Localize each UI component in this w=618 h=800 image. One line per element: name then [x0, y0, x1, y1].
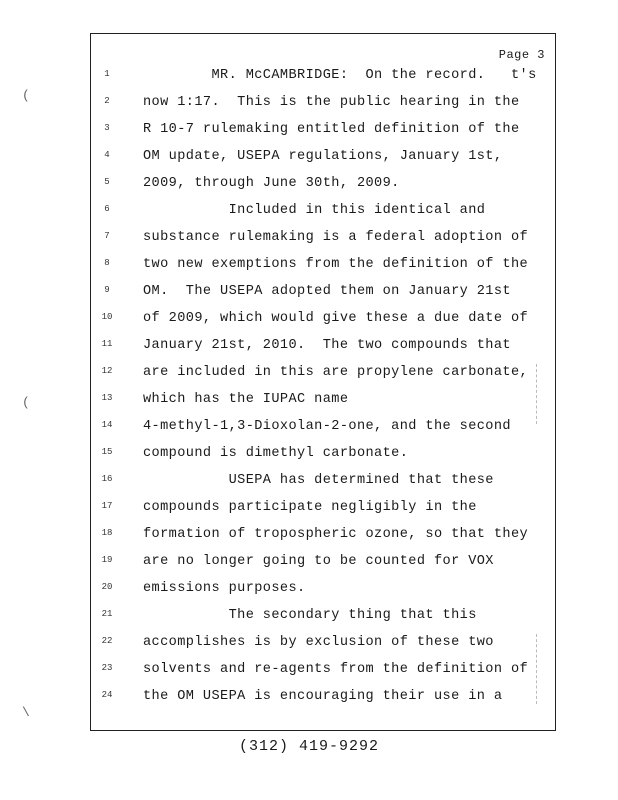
line-text: the OM USEPA is encouraging their use in a	[143, 689, 503, 704]
transcript-line	[91, 121, 555, 148]
footer-phone: (312) 419-9292	[238, 738, 380, 755]
margin-mark: (	[22, 88, 30, 103]
line-text: accomplishes is by exclusion of these two	[143, 635, 494, 650]
transcript-line	[91, 202, 555, 229]
transcript-line	[91, 634, 555, 661]
line-number: 17	[101, 501, 113, 511]
transcript-line	[91, 391, 555, 418]
line-text: emissions purposes.	[143, 581, 306, 596]
line-text: compounds participate negligibly in the	[143, 500, 477, 515]
transcript-line	[91, 418, 555, 445]
line-text: USEPA has determined that these	[143, 473, 494, 488]
transcript-line	[91, 67, 555, 94]
transcript-line	[91, 364, 555, 391]
transcript-line	[91, 607, 555, 634]
line-number: 6	[104, 204, 110, 214]
transcript-line	[91, 472, 555, 499]
transcript-line	[91, 580, 555, 607]
line-text: substance rulemaking is a federal adoption of	[143, 230, 529, 245]
line-number: 1	[104, 69, 110, 79]
transcript-page-frame	[90, 33, 556, 731]
line-number: 20	[101, 582, 113, 592]
line-text: OM update, USEPA regulations, January 1st,	[143, 149, 503, 164]
transcript-line	[91, 499, 555, 526]
line-text: Included in this identical and	[143, 203, 486, 218]
line-number: 19	[101, 555, 113, 565]
line-number: 22	[101, 636, 113, 646]
line-number: 14	[101, 420, 113, 430]
line-number: 3	[104, 123, 110, 133]
line-text: R 10-7 rulemaking entitled definition of the	[143, 122, 520, 137]
transcript-line	[91, 148, 555, 175]
line-text: formation of tropospheric ozone, so that they	[143, 527, 529, 542]
line-number: 9	[104, 285, 110, 295]
transcript-line	[91, 94, 555, 121]
line-text: two new exemptions from the definition of the	[143, 257, 529, 272]
transcript-line	[91, 337, 555, 364]
transcript-line	[91, 661, 555, 688]
line-number: 24	[101, 690, 113, 700]
line-number: 2	[104, 96, 110, 106]
line-number: 16	[101, 474, 113, 484]
margin-mark: (	[22, 395, 30, 410]
line-number: 10	[101, 312, 113, 322]
line-number: 15	[101, 447, 113, 457]
transcript-line	[91, 553, 555, 580]
line-text: now 1:17. This is the public hearing in the	[143, 95, 520, 110]
margin-mark: \	[22, 705, 30, 720]
line-text: OM. The USEPA adopted them on January 21st	[143, 284, 511, 299]
line-text: 4-methyl-1,3-Dioxolan-2-one, and the second	[143, 419, 511, 434]
transcript-line	[91, 229, 555, 256]
line-text: 2009, through June 30th, 2009.	[143, 176, 400, 191]
line-number: 21	[101, 609, 113, 619]
line-text: solvents and re-agents from the definition of	[143, 662, 529, 677]
line-text: January 21st, 2010. The two compounds that	[143, 338, 511, 353]
line-number: 23	[101, 663, 113, 673]
line-text: The secondary thing that this	[143, 608, 477, 623]
line-text: compound is dimethyl carbonate.	[143, 446, 409, 461]
transcript-line	[91, 256, 555, 283]
line-number: 8	[104, 258, 110, 268]
transcript-line	[91, 310, 555, 337]
line-number: 11	[101, 339, 113, 349]
line-text: are included in this are propylene carbonate,	[143, 365, 529, 380]
transcript-line	[91, 445, 555, 472]
line-text: MR. McCAMBRIDGE: On the record. t's	[143, 68, 537, 83]
line-number: 13	[101, 393, 113, 403]
page-number-label: Page 3	[498, 48, 545, 62]
line-text: of 2009, which would give these a due date of	[143, 311, 529, 326]
line-number: 12	[101, 366, 113, 376]
line-number: 7	[104, 231, 110, 241]
line-number: 5	[104, 177, 110, 187]
line-number: 18	[101, 528, 113, 538]
line-number: 4	[104, 150, 110, 160]
transcript-line	[91, 175, 555, 202]
transcript-line	[91, 526, 555, 553]
transcript-lines	[91, 67, 555, 715]
transcript-line	[91, 283, 555, 310]
line-text: which has the IUPAC name	[143, 392, 349, 407]
transcript-line	[91, 688, 555, 715]
line-text: are no longer going to be counted for VOX	[143, 554, 494, 569]
